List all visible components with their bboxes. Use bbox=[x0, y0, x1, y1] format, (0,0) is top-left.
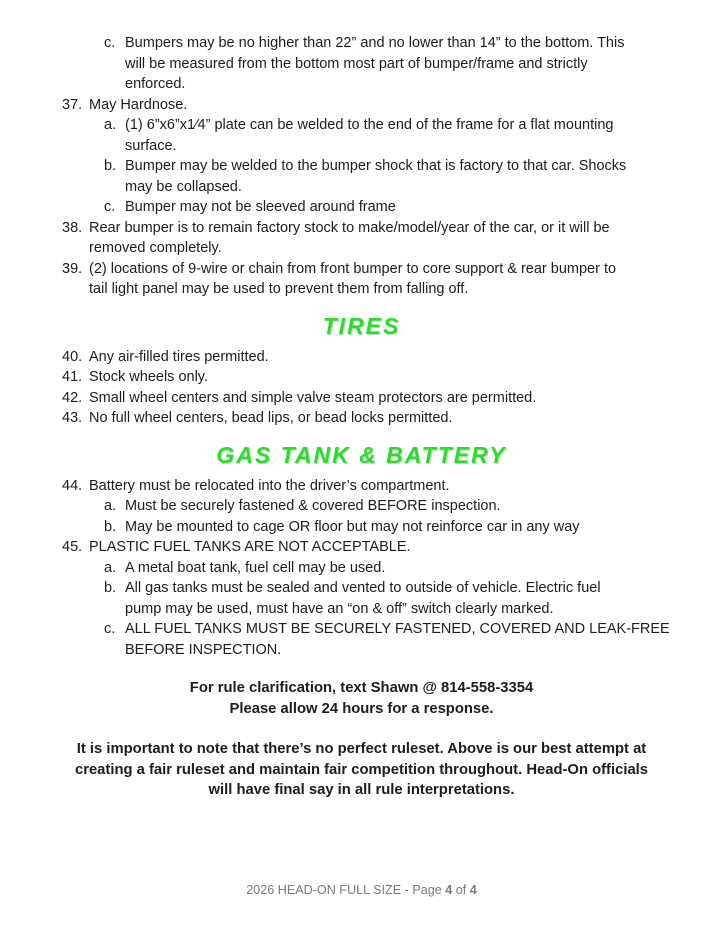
rule-item-38 bbox=[62, 218, 723, 259]
rule-text: will be measured from the bottom most part of bumper/frame and strictly bbox=[125, 55, 588, 72]
rule-text: BEFORE INSPECTION. bbox=[125, 641, 282, 658]
section-heading-tires: TIRES bbox=[322, 312, 401, 339]
rule-subitem-bumpers-height bbox=[104, 33, 723, 95]
rule-text: enforced. bbox=[125, 76, 186, 92]
footer-title: 2026 HEAD-ON FULL SIZE - Page bbox=[246, 883, 446, 897]
rule-text: Any air-filled tires permitted. bbox=[89, 348, 269, 365]
list-marker: b. bbox=[104, 158, 117, 174]
footer-of-label: of bbox=[452, 883, 470, 897]
rule-text: Must be securely fastened & covered BEFORE inspection. bbox=[125, 498, 501, 514]
list-marker: 39. bbox=[62, 260, 83, 277]
disclaimer-line: will have final say in all rule interpretations. bbox=[208, 782, 515, 799]
list-marker: a. bbox=[104, 498, 117, 514]
rule-text: Rear bumper is to remain factory stock to make/model/year of the car, or it will be bbox=[89, 219, 610, 236]
rule-item-37 bbox=[62, 95, 723, 116]
rule-text: Small wheel centers and simple valve steam protectors are permitted. bbox=[89, 389, 537, 406]
rule-subitem-37a bbox=[104, 115, 723, 156]
list-marker: 37. bbox=[62, 96, 83, 113]
rule-text: No full wheel centers, bead lips, or bead locks permitted. bbox=[89, 410, 453, 426]
rule-text: may be collapsed. bbox=[125, 178, 242, 195]
rule-text: PLASTIC FUEL TANKS ARE NOT ACCEPTABLE. bbox=[89, 539, 411, 555]
rule-item-42 bbox=[62, 388, 723, 409]
list-marker: 41. bbox=[62, 369, 83, 385]
contact-line: For rule clarification, text Shawn @ 814-558-3354 bbox=[189, 680, 534, 696]
list-marker: 40. bbox=[62, 348, 83, 365]
rule-item-45 bbox=[62, 537, 723, 558]
rule-subitem-44a bbox=[104, 496, 723, 517]
rule-subitem-37c bbox=[104, 197, 723, 218]
rule-text: All gas tanks must be sealed and vented to outside of vehicle. Electric fuel bbox=[125, 580, 601, 596]
rule-text: surface. bbox=[125, 137, 177, 154]
rule-text: (1) 6”x6”x1⁄4” plate can be welded to the end of the frame for a flat mounting bbox=[125, 117, 614, 133]
rule-subitem-45a bbox=[104, 558, 723, 579]
list-marker: 44. bbox=[62, 477, 83, 494]
rule-subitem-44b bbox=[104, 517, 723, 538]
rule-text: ALL FUEL TANKS MUST BE SECURELY FASTENED, COVERED AND LEAK-FREE bbox=[125, 621, 670, 637]
contact-line: Please allow 24 hours for a response. bbox=[229, 700, 494, 717]
list-marker: 45. bbox=[62, 539, 83, 555]
rule-text: Battery must be relocated into the driver’s compartment. bbox=[89, 477, 450, 494]
list-marker: 43. bbox=[62, 410, 83, 426]
rule-item-40 bbox=[62, 347, 723, 368]
contact-note bbox=[0, 678, 723, 719]
footer-page-number: 4 bbox=[445, 883, 453, 897]
rule-text: May be mounted to cage OR floor but may not reinforce car in any way bbox=[125, 518, 580, 535]
rule-text: (2) locations of 9-wire or chain from front bumper to core support & rear bumper to bbox=[89, 260, 617, 277]
disclaimer-line: creating a fair ruleset and maintain fair competition throughout. Head-On officials bbox=[74, 761, 649, 778]
list-marker: c. bbox=[104, 199, 116, 215]
rule-text: tail light panel may be used to prevent them from falling off. bbox=[89, 281, 469, 297]
rule-text: pump may be used, must have an “on & off” switch clearly marked. bbox=[125, 600, 554, 617]
list-marker: b. bbox=[104, 518, 117, 535]
rule-subitem-45c bbox=[104, 619, 723, 660]
rule-text: A metal boat tank, fuel cell may be used. bbox=[125, 559, 386, 576]
section-heading-gas-tank-battery: GAS TANK & BATTERY bbox=[216, 441, 507, 468]
page-footer bbox=[0, 882, 723, 898]
list-marker: a. bbox=[104, 559, 117, 576]
list-marker: a. bbox=[104, 117, 117, 133]
rule-text: Bumper may not be sleeved around frame bbox=[125, 199, 396, 215]
footer-page-total: 4 bbox=[469, 883, 477, 897]
disclaimer-line: It is important to note that there’s no perfect ruleset. Above is our best attempt at bbox=[76, 741, 647, 758]
rule-text: Bumper may be welded to the bumper shock that is factory to that car. Shocks bbox=[125, 158, 627, 174]
rule-text: Bumpers may be no higher than 22” and no lower than 14” to the bottom. This bbox=[125, 35, 625, 51]
list-marker: 38. bbox=[62, 219, 83, 236]
list-marker: 42. bbox=[62, 389, 83, 406]
rule-text: Stock wheels only. bbox=[89, 369, 209, 385]
rule-item-44 bbox=[62, 476, 723, 497]
rule-item-39 bbox=[62, 259, 723, 300]
rule-text: May Hardnose. bbox=[89, 96, 188, 113]
list-marker: c. bbox=[104, 35, 116, 51]
rule-item-43 bbox=[62, 408, 723, 429]
rule-text: removed completely. bbox=[89, 240, 222, 256]
rule-subitem-45b bbox=[104, 578, 723, 619]
disclaimer-note bbox=[0, 739, 723, 801]
rule-subitem-37b bbox=[104, 156, 723, 197]
list-marker: c. bbox=[104, 621, 116, 637]
rule-item-41 bbox=[62, 367, 723, 388]
list-marker: b. bbox=[104, 580, 117, 596]
